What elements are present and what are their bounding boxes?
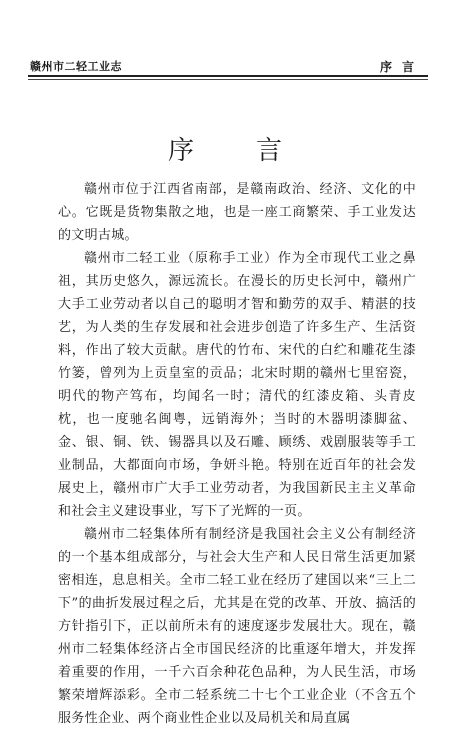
header-rule	[28, 75, 428, 77]
running-title: 赣州市二轻工业志	[30, 60, 122, 73]
paragraph: 赣州市位于江西省南部，是赣南政治、经济、文化的中心。它既是货物集散之地，也是一座工商繁荣、手工业发达的文明古城。	[58, 182, 416, 243]
paragraph: 赣州市二轻集体所有制经济是我国社会主义公有制经济的一个基本组成部分，与社会大生产和人民日常生活更加紧密相连，息息相关。全市二轻工业在经历了建国以来“三上二下”的曲折发展过程之后，尤其是在党的改革、开放、搞活的方针指引下，正以前所未有的速度逐步发展壮大。现在，赣州市二轻集体经济占全市国民经济的比重逐年增大，并发挥着重要的作用，一千六百余种花色品种，为人民生活，市场繁荣增辉添彩。全市二轻系统二十七个工业企业（不含五个服务性企业、两个商业性企业以及局机关和局直属	[58, 527, 416, 726]
paragraph: 赣州市二轻工业（原称手工业）作为全市现代工业之鼻祖，其历史悠久，源远流长。在漫长的历史长河中，赣州广大手工业劳动者以自己的聪明才智和勤劳的双手、精湛的技艺，为人类的生存发展和社会进步创造了许多生产、生活资料，作出了较大贡献。唐代的竹布、宋代的白纻和雕花生漆竹篓，曾列为上贡皇室的贡品；北宋时期的赣州七里窑瓷，明代的物产笃布，均闻名一时；清代的红漆皮箱、头青皮枕，也一度驰名闽粤，远销海外；当时的木器明漆脚盆、金、银、铜、铁、锡器具以及石雕、顾绣、戏剧服装等手工业制品，大都面向市场，争妍斗艳。特别在近百年的社会发展史上，赣州市广大手工业劳动者，为我国新民主主义革命和社会主义建设事业，写下了光辉的一页。	[58, 251, 416, 519]
section-label: 序言	[379, 60, 424, 74]
body-text	[58, 178, 416, 730]
page-title: 序言	[167, 136, 344, 166]
header-rule-secondary	[28, 79, 428, 80]
page-header	[28, 50, 428, 72]
